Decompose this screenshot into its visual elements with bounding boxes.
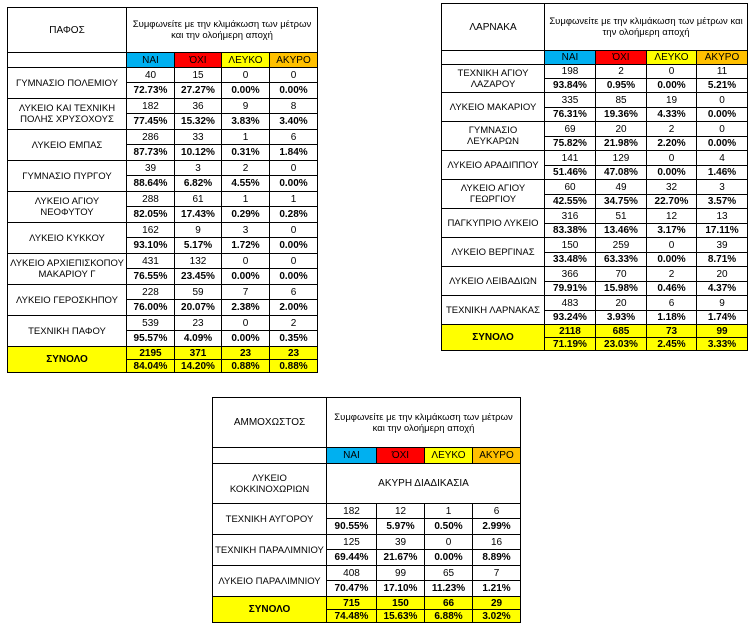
yes-percent: 76.55%	[127, 269, 175, 285]
yes-count: 316	[545, 209, 596, 224]
blank-count: 2	[222, 161, 270, 176]
yes-count: 198	[545, 65, 596, 79]
invalid-count: 13	[697, 209, 748, 224]
school-name: ΓΥΜΝΑΣΙΟ ΠΥΡΓΟΥ	[8, 161, 127, 192]
invalid-count: 20	[697, 267, 748, 282]
blank-percent: 0.00%	[647, 79, 697, 93]
total-yes-count: 2118	[545, 325, 596, 338]
blank-header: ΛΕΥΚΟ	[425, 448, 473, 464]
invalid-percent: 3.40%	[270, 114, 318, 130]
blank-count: 0	[222, 254, 270, 269]
question-header: Συμφωνείτε με την κλιμάκωση των μέτρων και την ολοήμερη αποχή	[545, 4, 748, 51]
blank-percent: 0.50%	[425, 519, 473, 535]
yes-count: 182	[327, 504, 377, 519]
yes-count: 539	[127, 316, 175, 331]
total-yes-count: 715	[327, 597, 377, 610]
school-name: ΤΕΧΝΙΚΗ ΠΑΡΑΛΙΜΝΙΟΥ	[213, 535, 327, 566]
blank-count: 1	[425, 504, 473, 519]
invalid-count: 11	[697, 65, 748, 79]
district-title: ΑΜΜΟΧΩΣΤΟΣ	[213, 398, 327, 448]
invalid-percent: 1.74%	[697, 311, 748, 325]
no-percent: 27.27%	[175, 83, 222, 99]
yes-count: 125	[327, 535, 377, 550]
yes-percent: 70.47%	[327, 581, 377, 597]
no-percent: 10.12%	[175, 145, 222, 161]
invalid-percent: 0.35%	[270, 331, 318, 347]
yes-percent: 79.91%	[545, 282, 596, 296]
invalid-percent: 2.00%	[270, 300, 318, 316]
school-name: ΛΥΚΕΙΟ ΜΑΚΑΡΙΟΥ	[442, 93, 545, 122]
total-blank-percent: 2.45%	[647, 338, 697, 351]
yes-percent: 51.46%	[545, 166, 596, 180]
blank-header: ΛΕΥΚΟ	[222, 53, 270, 68]
no-count: 61	[175, 192, 222, 207]
invalid-count: 8	[270, 99, 318, 114]
blank-percent: 0.29%	[222, 207, 270, 223]
blank-percent: 0.31%	[222, 145, 270, 161]
total-invalid-count: 23	[270, 347, 318, 360]
yes-count: 288	[127, 192, 175, 207]
pafos-results-table	[7, 7, 318, 373]
yes-count: 40	[127, 68, 175, 83]
no-count: 132	[175, 254, 222, 269]
blank-count: 2	[647, 267, 697, 282]
yes-count: 60	[545, 180, 596, 195]
no-count: 20	[596, 296, 647, 311]
invalid-header: ΑΚΥΡΟ	[270, 53, 318, 68]
total-yes-percent: 74.48%	[327, 610, 377, 623]
invalid-percent: 0.00%	[270, 269, 318, 285]
school-name: ΤΕΧΝΙΚΗ ΠΑΦΟΥ	[8, 316, 127, 347]
blank-count: 65	[425, 566, 473, 581]
no-count: 33	[175, 130, 222, 145]
invalid-percent: 17.11%	[697, 224, 748, 238]
no-count: 23	[175, 316, 222, 331]
larnaka-results-table	[441, 3, 748, 351]
empty-header-cell	[8, 53, 127, 68]
yes-count: 228	[127, 285, 175, 300]
blank-count: 1	[222, 130, 270, 145]
blank-percent: 3.17%	[647, 224, 697, 238]
blank-count: 7	[222, 285, 270, 300]
blank-percent: 0.00%	[222, 331, 270, 347]
no-count: 59	[175, 285, 222, 300]
yes-count: 150	[545, 238, 596, 253]
school-name: ΛΥΚΕΙΟ ΠΑΡΑΛΙΜΝΙΟΥ	[213, 566, 327, 597]
invalid-count: 6	[270, 130, 318, 145]
no-percent: 5.17%	[175, 238, 222, 254]
no-count: 12	[377, 504, 425, 519]
yes-percent: 88.64%	[127, 176, 175, 192]
yes-percent: 90.55%	[327, 519, 377, 535]
blank-count: 2	[647, 122, 697, 137]
blank-percent: 2.20%	[647, 137, 697, 151]
total-no-percent: 15.63%	[377, 610, 425, 623]
yes-percent: 77.45%	[127, 114, 175, 130]
invalid-count: 2	[270, 316, 318, 331]
blank-percent: 0.00%	[647, 253, 697, 267]
total-no-percent: 23.03%	[596, 338, 647, 351]
no-header: ΌΧΙ	[377, 448, 425, 464]
no-count: 49	[596, 180, 647, 195]
school-name: ΛΥΚΕΙΟ ΒΕΡΓΙΝΑΣ	[442, 238, 545, 267]
invalid-count: 0	[270, 68, 318, 83]
invalid-percent: 1.21%	[473, 581, 521, 597]
yes-count: 366	[545, 267, 596, 282]
no-percent: 21.98%	[596, 137, 647, 151]
invalid-percent: 4.37%	[697, 282, 748, 296]
blank-percent: 1.18%	[647, 311, 697, 325]
yes-percent: 95.57%	[127, 331, 175, 347]
no-count: 3	[175, 161, 222, 176]
school-name: ΓΥΜΝΑΣΙΟ ΠΟΛΕΜΙΟΥ	[8, 68, 127, 99]
invalid-count: 39	[697, 238, 748, 253]
invalid-percent: 3.57%	[697, 195, 748, 209]
total-no-count: 685	[596, 325, 647, 338]
no-percent: 5.97%	[377, 519, 425, 535]
school-name: ΛΥΚΕΙΟ ΓΕΡΟΣΚΗΠΟΥ	[8, 285, 127, 316]
invalid-percent: 5.21%	[697, 79, 748, 93]
yes-count: 69	[545, 122, 596, 137]
blank-count: 9	[222, 99, 270, 114]
yes-count: 286	[127, 130, 175, 145]
blank-count: 19	[647, 93, 697, 108]
invalid-percent: 0.00%	[270, 83, 318, 99]
blank-count: 1	[222, 192, 270, 207]
blank-percent: 0.00%	[425, 550, 473, 566]
no-count: 36	[175, 99, 222, 114]
yes-header: ΝΑΙ	[127, 53, 175, 68]
total-yes-percent: 84.04%	[127, 360, 175, 373]
district-title: ΠΑΦΟΣ	[8, 8, 127, 53]
invalid-header: ΑΚΥΡΟ	[473, 448, 521, 464]
school-name: ΠΑΓΚΥΠΡΙΟ ΛΥΚΕΙΟ	[442, 209, 545, 238]
blank-count: 3	[222, 223, 270, 238]
yes-header: ΝΑΙ	[545, 51, 596, 65]
yes-percent: 33.48%	[545, 253, 596, 267]
invalid-percent: 8.71%	[697, 253, 748, 267]
no-count: 259	[596, 238, 647, 253]
invalid-count: 0	[270, 254, 318, 269]
blank-percent: 22.70%	[647, 195, 697, 209]
invalid-percent: 1.46%	[697, 166, 748, 180]
invalid-count: 1	[270, 192, 318, 207]
total-invalid-percent: 3.33%	[697, 338, 748, 351]
school-name: ΛΥΚΕΙΟ ΑΓΙΟΥ ΝΕΟΦΥΤΟΥ	[8, 192, 127, 223]
no-header: ΌΧΙ	[596, 51, 647, 65]
yes-count: 162	[127, 223, 175, 238]
total-invalid-percent: 3.02%	[473, 610, 521, 623]
school-name: ΛΥΚΕΙΟ ΛΕΙΒΑΔΙΩΝ	[442, 267, 545, 296]
total-no-percent: 14.20%	[175, 360, 222, 373]
no-percent: 20.07%	[175, 300, 222, 316]
no-percent: 13.46%	[596, 224, 647, 238]
invalid-count: 9	[697, 296, 748, 311]
empty-header-cell	[442, 51, 545, 65]
no-count: 39	[377, 535, 425, 550]
empty-header-cell	[213, 448, 327, 464]
invalid-header: ΑΚΥΡΟ	[697, 51, 748, 65]
no-count: 99	[377, 566, 425, 581]
invalid-percent: 0.00%	[697, 137, 748, 151]
school-name: ΛΥΚΕΙΟ ΚΥΚΚΟΥ	[8, 223, 127, 254]
invalid-count: 16	[473, 535, 521, 550]
school-name: ΛΥΚΕΙΟ ΑΡΧΙΕΠΙΣΚΟΠΟΥ ΜΑΚΑΡΙΟΥ Γ	[8, 254, 127, 285]
school-name: ΛΥΚΕΙΟ ΚΑΙ ΤΕΧΝΙΚΗ ΠΟΛΗΣ ΧΡΥΣΟΧΟΥΣ	[8, 99, 127, 130]
no-percent: 19.36%	[596, 108, 647, 122]
invalid-count: 3	[697, 180, 748, 195]
no-percent: 47.08%	[596, 166, 647, 180]
total-no-count: 371	[175, 347, 222, 360]
no-percent: 0.95%	[596, 79, 647, 93]
total-invalid-percent: 0.88%	[270, 360, 318, 373]
yes-percent: 93.84%	[545, 79, 596, 93]
no-count: 85	[596, 93, 647, 108]
yes-percent: 42.55%	[545, 195, 596, 209]
blank-count: 0	[647, 238, 697, 253]
yes-count: 408	[327, 566, 377, 581]
no-count: 51	[596, 209, 647, 224]
total-blank-count: 23	[222, 347, 270, 360]
blank-header: ΛΕΥΚΟ	[647, 51, 697, 65]
no-count: 129	[596, 151, 647, 166]
invalid-percent: 2.99%	[473, 519, 521, 535]
no-percent: 21.67%	[377, 550, 425, 566]
yes-percent: 93.10%	[127, 238, 175, 254]
blank-percent: 11.23%	[425, 581, 473, 597]
total-label: ΣΥΝΟΛΟ	[442, 325, 545, 351]
question-header: Συμφωνείτε με την κλιμάκωση των μέτρων και την ολοήμερη αποχή	[327, 398, 521, 448]
invalid-count: 0	[697, 93, 748, 108]
yes-count: 483	[545, 296, 596, 311]
total-yes-count: 2195	[127, 347, 175, 360]
invalid-count: 0	[697, 122, 748, 137]
yes-percent: 75.82%	[545, 137, 596, 151]
no-count: 2	[596, 65, 647, 79]
yes-count: 431	[127, 254, 175, 269]
total-blank-count: 66	[425, 597, 473, 610]
blank-percent: 4.55%	[222, 176, 270, 192]
no-count: 20	[596, 122, 647, 137]
no-percent: 3.93%	[596, 311, 647, 325]
ammochostos-results-table	[212, 397, 521, 623]
total-blank-percent: 0.88%	[222, 360, 270, 373]
blank-count: 32	[647, 180, 697, 195]
yes-percent: 83.38%	[545, 224, 596, 238]
blank-percent: 3.83%	[222, 114, 270, 130]
blank-percent: 0.00%	[222, 83, 270, 99]
blank-percent: 0.00%	[647, 166, 697, 180]
invalid-count: 6	[473, 504, 521, 519]
yes-percent: 76.31%	[545, 108, 596, 122]
blank-count: 0	[647, 65, 697, 79]
yes-percent: 82.05%	[127, 207, 175, 223]
total-no-count: 150	[377, 597, 425, 610]
blank-percent: 0.00%	[222, 269, 270, 285]
blank-percent: 2.38%	[222, 300, 270, 316]
school-name: ΛΥΚΕΙΟ ΑΓΙΟΥ ΓΕΩΡΓΙΟΥ	[442, 180, 545, 209]
invalid-percent: 1.84%	[270, 145, 318, 161]
yes-count: 141	[545, 151, 596, 166]
blank-count: 12	[647, 209, 697, 224]
district-title: ΛΑΡΝΑΚΑ	[442, 4, 545, 51]
total-label: ΣΥΝΟΛΟ	[213, 597, 327, 623]
no-percent: 17.43%	[175, 207, 222, 223]
no-percent: 15.32%	[175, 114, 222, 130]
invalid-percent: 0.00%	[270, 238, 318, 254]
blank-count: 0	[222, 68, 270, 83]
no-header: ΌΧΙ	[175, 53, 222, 68]
yes-percent: 76.00%	[127, 300, 175, 316]
yes-count: 39	[127, 161, 175, 176]
school-name: ΤΕΧΝΙΚΗ ΑΓΙΟΥ ΛΑΖΑΡΟΥ	[442, 65, 545, 93]
yes-percent: 93.24%	[545, 311, 596, 325]
total-blank-percent: 6.88%	[425, 610, 473, 623]
no-percent: 34.75%	[596, 195, 647, 209]
void-process-note: ΑΚΥΡΗ ΔΙΑΔΙΚΑΣΙΑ	[327, 464, 521, 504]
invalid-count: 7	[473, 566, 521, 581]
invalid-count: 6	[270, 285, 318, 300]
school-name: ΤΕΧΝΙΚΗ ΑΥΓΟΡΟΥ	[213, 504, 327, 535]
total-yes-percent: 71.19%	[545, 338, 596, 351]
yes-percent: 87.73%	[127, 145, 175, 161]
invalid-percent: 0.28%	[270, 207, 318, 223]
no-percent: 15.98%	[596, 282, 647, 296]
blank-count: 6	[647, 296, 697, 311]
school-name: ΛΥΚΕΙΟ ΑΡΑΔΙΠΠΟΥ	[442, 151, 545, 180]
invalid-percent: 8.89%	[473, 550, 521, 566]
blank-count: 0	[425, 535, 473, 550]
yes-count: 335	[545, 93, 596, 108]
yes-header: ΝΑΙ	[327, 448, 377, 464]
no-count: 15	[175, 68, 222, 83]
total-invalid-count: 29	[473, 597, 521, 610]
blank-count: 0	[647, 151, 697, 166]
question-header: Συμφωνείτε με την κλιμάκωση των μέτρων και την ολοήμερη αποχή	[127, 8, 318, 53]
blank-percent: 0.46%	[647, 282, 697, 296]
total-blank-count: 73	[647, 325, 697, 338]
total-label: ΣΥΝΟΛΟ	[8, 347, 127, 373]
no-count: 70	[596, 267, 647, 282]
school-name: ΛΥΚΕΙΟ ΕΜΠΑΣ	[8, 130, 127, 161]
school-name: ΓΥΜΝΑΣΙΟ ΛΕΥΚΑΡΩΝ	[442, 122, 545, 151]
yes-count: 182	[127, 99, 175, 114]
no-count: 9	[175, 223, 222, 238]
invalid-count: 0	[270, 161, 318, 176]
blank-percent: 4.33%	[647, 108, 697, 122]
blank-percent: 1.72%	[222, 238, 270, 254]
school-name: ΛΥΚΕΙΟ ΚΟΚΚΙΝΟΧΩΡΙΩΝ	[213, 464, 327, 504]
blank-count: 0	[222, 316, 270, 331]
invalid-percent: 0.00%	[270, 176, 318, 192]
invalid-count: 0	[270, 223, 318, 238]
invalid-percent: 0.00%	[697, 108, 748, 122]
invalid-count: 4	[697, 151, 748, 166]
no-percent: 4.09%	[175, 331, 222, 347]
no-percent: 23.45%	[175, 269, 222, 285]
yes-percent: 72.73%	[127, 83, 175, 99]
no-percent: 17.10%	[377, 581, 425, 597]
school-name: ΤΕΧΝΙΚΗ ΛΑΡΝΑΚΑΣ	[442, 296, 545, 325]
no-percent: 63.33%	[596, 253, 647, 267]
total-invalid-count: 99	[697, 325, 748, 338]
no-percent: 6.82%	[175, 176, 222, 192]
yes-percent: 69.44%	[327, 550, 377, 566]
